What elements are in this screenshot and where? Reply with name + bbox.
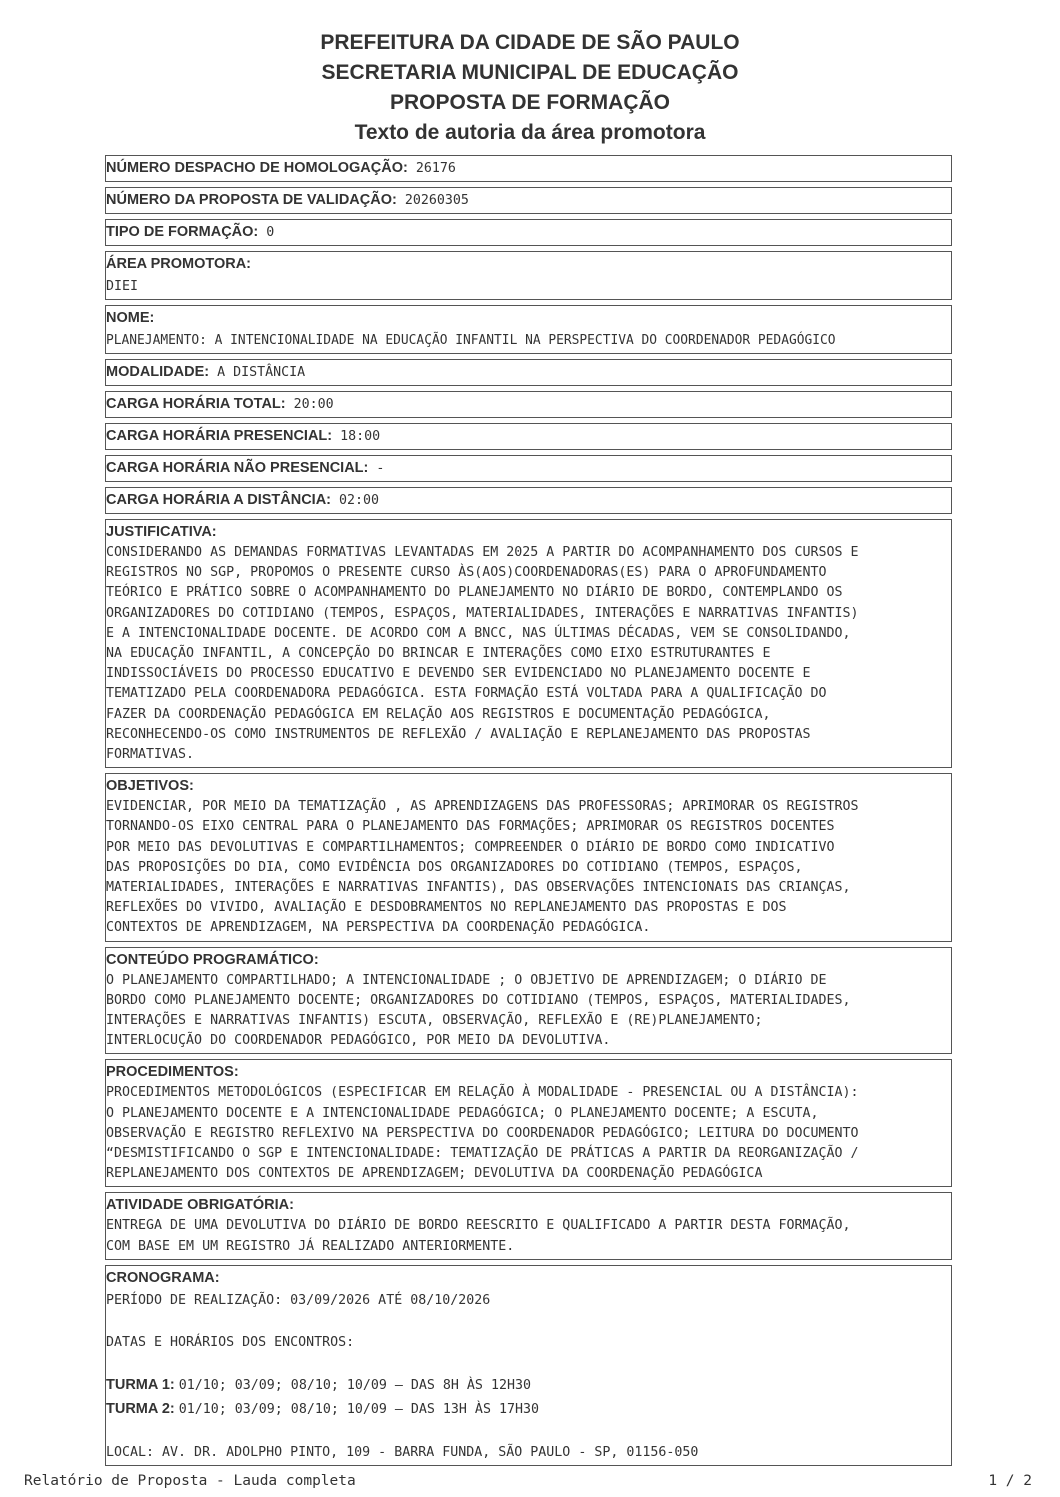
field-value: 18:00 bbox=[340, 429, 381, 444]
cronograma-local: LOCAL: AV. DR. ADOLPHO PINTO, 109 - BARRA FUNDA, SÃO PAULO - SP, 01156-050 bbox=[106, 1444, 699, 1460]
section-text: ENTREGA DE UMA DEVOLUTIVA DO DIÁRIO DE BORDO REESCRITO E QUALIFICADO A PARTIR DESTA FORMAÇÃO, COM BASE EM UM REGISTRO JÁ REALIZADO ANTERIORMENTE. bbox=[106, 1218, 851, 1254]
section-label: JUSTIFICATIVA: bbox=[106, 524, 217, 540]
page-footer bbox=[24, 1473, 1032, 1489]
field-label: NÚMERO DA PROPOSTA DE VALIDAÇÃO: bbox=[106, 192, 397, 208]
turma-1-row bbox=[106, 1373, 951, 1397]
header-subtitle: Texto de autoria da área promotora bbox=[354, 121, 706, 144]
field-value: - bbox=[376, 461, 385, 476]
field-value: 20260305 bbox=[404, 193, 469, 208]
field-value: 20:00 bbox=[293, 397, 334, 412]
field-value: DIEI bbox=[106, 279, 139, 294]
field-value: 26176 bbox=[415, 161, 456, 176]
turma-1-value: 01/10; 03/09; 08/10; 10/09 — DAS 8H ÀS 12H30 bbox=[178, 1377, 531, 1393]
header-secretaria: SECRETARIA MUNICIPAL DE EDUCAÇÃO bbox=[321, 61, 739, 84]
field-nome bbox=[105, 305, 952, 354]
section-label: PROCEDIMENTOS: bbox=[106, 1064, 239, 1081]
field-label: CARGA HORÁRIA A DISTÂNCIA: bbox=[106, 492, 332, 508]
cronograma-periodo: PERÍODO DE REALIZAÇÃO: 03/09/2026 ATÉ 08/10/2026 bbox=[106, 1292, 491, 1308]
section-label: CRONOGRAMA: bbox=[106, 1269, 220, 1286]
document-header bbox=[0, 28, 1060, 148]
section-cronograma bbox=[105, 1265, 952, 1466]
field-modalidade bbox=[105, 359, 952, 386]
section-label: ATIVIDADE OBRIGATÓRIA: bbox=[106, 1197, 294, 1214]
field-despacho bbox=[105, 155, 952, 182]
field-label: CARGA HORÁRIA NÃO PRESENCIAL: bbox=[106, 460, 369, 476]
field-carga-presencial bbox=[105, 423, 952, 450]
field-carga-nao-presencial bbox=[105, 455, 952, 482]
turma-1-label: TURMA 1: bbox=[106, 1376, 175, 1393]
section-text: O PLANEJAMENTO COMPARTILHADO; A INTENCIONALIDADE ; O OBJETIVO DE APRENDIZAGEM; O DIÁRIO DE BORDO COMO PLANEJAMENTO DOCENTE; ORGANIZADORES DO COTIDIANO (TEMPOS, ESPAÇOS, MATERIALIDADES, INTERAÇÕES E NARRATIVAS INFANTIS) ESCUTA, OBSERVAÇÃO, REFLEXÃO E (RE)PLANEJAMENTO; INTERLOCUÇÃO DO COORDENADOR PEDAGÓGICO, POR MEIO DA DEVOLUTIVA. bbox=[106, 972, 851, 1049]
field-label: CARGA HORÁRIA PRESENCIAL: bbox=[106, 428, 333, 444]
section-label: CONTEÚDO PROGRAMÁTICO: bbox=[106, 951, 319, 968]
field-value: 0 bbox=[266, 225, 275, 240]
section-conteudo bbox=[105, 947, 952, 1055]
header-prefeitura: PREFEITURA DA CIDADE DE SÃO PAULO bbox=[320, 31, 740, 54]
field-label: MODALIDADE: bbox=[106, 364, 210, 380]
section-objetivos bbox=[105, 773, 952, 941]
field-value: PLANEJAMENTO: A INTENCIONALIDADE NA EDUCAÇÃO INFANTIL NA PERSPECTIVA DO COORDENADOR PEDAGÓGICO bbox=[106, 333, 836, 348]
field-carga-total bbox=[105, 391, 952, 418]
cronograma-datas-label: DATAS E HORÁRIOS DOS ENCONTROS: bbox=[106, 1334, 355, 1350]
field-value: A DISTÂNCIA bbox=[217, 365, 306, 380]
field-value: 02:00 bbox=[339, 493, 380, 508]
field-label: TIPO DE FORMAÇÃO: bbox=[106, 224, 259, 240]
section-procedimentos bbox=[105, 1059, 952, 1187]
field-proposta bbox=[105, 187, 952, 214]
turma-2-row bbox=[106, 1397, 951, 1421]
field-label: NOME: bbox=[106, 310, 155, 326]
field-area bbox=[105, 251, 952, 300]
section-text: PROCEDIMENTOS METODOLÓGICOS (ESPECIFICAR EM RELAÇÃO À MODALIDADE - PRESENCIAL OU A DISTÂNCIA): O PLANEJAMENTO DOCENTE E A INTENCIONALIDADE PEDAGÓGICA; O PLANEJAMENTO DOCENTE; A ESCUTA, OBSERVAÇÃO E REGISTRO REFLEXIVO NA PERSPECTIVA DO COORDENADOR PEDAGÓGICO; LEITURA DO DOCUMENTO “DESMISTIFICANDO O SGP E INTENCIONALIDADE: TEMATIZAÇÃO DE PRÁTICAS A PARTIR DA REORGANIZAÇÃO / REPLANEJAMENTO DOS CONTEXTOS DE APRENDIZAGEM; DEVOLUTIVA DA COORDENAÇÃO PEDAGÓGICA bbox=[106, 1085, 859, 1182]
section-justificativa bbox=[105, 519, 952, 768]
turma-2-label: TURMA 2: bbox=[106, 1400, 175, 1417]
header-proposta: PROPOSTA DE FORMAÇÃO bbox=[389, 91, 670, 114]
page-number: 1 / 2 bbox=[988, 1473, 1032, 1489]
turma-2-value: 01/10; 03/09; 08/10; 10/09 — DAS 13H ÀS 17H30 bbox=[178, 1401, 539, 1417]
section-text: EVIDENCIAR, POR MEIO DA TEMATIZAÇÃO , AS APRENDIZAGENS DAS PROFESSORAS; APRIMORAR OS REGISTROS TORNANDO-OS EIXO CENTRAL PARA O PLANEJAMENTO DAS FORMAÇÕES; APRIMORAR OS REGISTROS DOCENTES POR MEIO DAS DEVOLUTIVAS E COMPARTILHAMENTOS; COMPREENDER O DIÁRIO DE BORDO COMO INDICATIVO DAS PROPOSIÇÕES DO DIA, COMO EVIDÊNCIA DOS ORGANIZADORES DO COTIDIANO (TEMPOS, ESPAÇOS, MATERIALIDADES, INTERAÇÕES E NARRATIVAS INFANTIS), DAS OBSERVAÇÕES INTENCIONAIS DAS CRIANÇAS, REFLEXÕES DO VIVIDO, AVALIAÇÃO E DESDOBRAMENTOS NO REPLANEJAMENTO DAS PROPOSTAS E DOS CONTEXTOS DE APRENDIZAGEM, NA PERSPECTIVA DA COORDENAÇÃO PEDAGÓGICA. bbox=[106, 799, 859, 936]
field-label: CARGA HORÁRIA TOTAL: bbox=[106, 396, 286, 412]
footer-report-title: Relatório de Proposta - Lauda completa bbox=[24, 1473, 356, 1489]
proposal-form bbox=[105, 155, 952, 1471]
section-atividade bbox=[105, 1192, 952, 1259]
field-label: ÁREA PROMOTORA: bbox=[106, 256, 251, 272]
field-carga-distancia bbox=[105, 487, 952, 514]
section-text: CONSIDERANDO AS DEMANDAS FORMATIVAS LEVANTADAS EM 2025 A PARTIR DO ACOMPANHAMENTO DOS CURSOS E REGISTROS NO SGP, PROPOMOS O PRESENTE CURSO ÀS(AOS)COORDENADORAS(ES) PARA O APROFUNDAMENTO TEÓRICO E PRÁTICO SOBRE O ACOMPANHAMENTO DO PLANEJAMENTO NO DIÁRIO DE BORDO, CONTEMPLANDO OS ORGANIZADORES DO COTIDIANO (TEMPOS, ESPAÇOS, MATERIALIDADES, INTERAÇÕES E NARRATIVAS INFANTIS) E A INTENCIONALIDADE DOCENTE. DE ACORDO COM A BNCC, NAS ÚLTIMAS DÉCADAS, VEM SE CONSOLIDANDO, NA EDUCAÇÃO INFANTIL, A CONCEPÇÃO DO BRINCAR E INTERAÇÕES COMO EIXO ESTRUTURANTES E INDISSOCIÁVEIS DO PROCESSO EDUCATIVO E DEVENDO SER EVIDENCIADO NO PLANEJAMENTO DOCENTE E TEMATIZADO PELA COORDENADORA PEDAGÓGICA. ESTA FORMAÇÃO ESTÁ VOLTADA PARA A QUALIFICAÇÃO DO FAZER DA COORDENAÇÃO PEDAGÓGICA EM RELAÇÃO AOS REGISTROS E DOCUMENTAÇÃO PEDAGÓGICA, RECONHECENDO-OS COMO INSTRUMENTOS DE REFLEXÃO / AVALIAÇÃO E REPLANEJAMENTO DAS PROPOSTAS FORMATIVAS. bbox=[106, 545, 859, 763]
field-label: NÚMERO DESPACHO DE HOMOLOGAÇÃO: bbox=[106, 160, 408, 176]
field-tipo bbox=[105, 219, 952, 246]
section-label: OBJETIVOS: bbox=[106, 778, 194, 795]
